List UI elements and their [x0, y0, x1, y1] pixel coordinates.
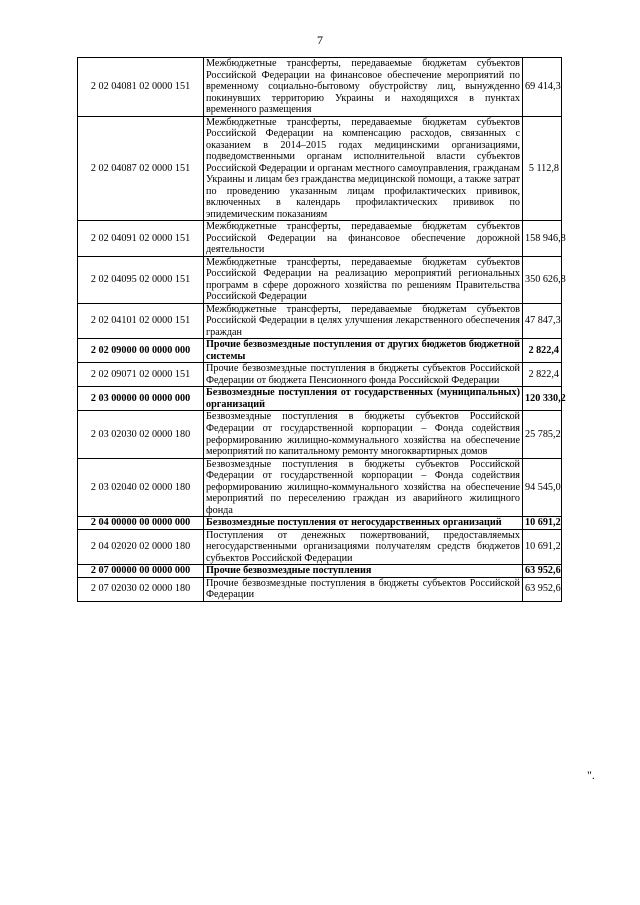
revenue-name-cell: Прочие безвозмездные поступления [204, 565, 523, 578]
amount-cell: 10 691,2 [523, 529, 562, 565]
budget-code-cell: 2 02 09000 00 0000 000 [78, 339, 204, 363]
budget-code-cell: 2 03 02040 02 0000 180 [78, 458, 204, 517]
budget-code-cell: 2 02 04087 02 0000 151 [78, 116, 204, 221]
amount-cell: 63 952,6 [523, 565, 562, 578]
table-row [78, 256, 562, 303]
revenue-name-cell: Межбюджетные трансферты, передаваемые бюджетам субъектов Российской Федерации в целях улучшения лекарственного обеспечения граждан [204, 303, 523, 339]
revenue-name-cell: Безвозмездные поступления от государственных (муниципальных) организаций [204, 387, 523, 411]
budget-code-cell: 2 07 00000 00 0000 000 [78, 565, 204, 578]
revenue-name-cell: Межбюджетные трансферты, передаваемые бюджетам субъектов Российской Федерации на реализацию мероприятий региональных программ в сфере дорожного хозяйства по решениям Правительства Российской Федерации [204, 256, 523, 303]
table-row [78, 458, 562, 517]
table-row-subtotal [78, 565, 562, 578]
table-row-subtotal [78, 517, 562, 530]
revenue-name-cell: Поступления от денежных пожертвований, предоставляемых негосударственными организациями получателям средств бюджетов субъектов Российской Федерации [204, 529, 523, 565]
table-row [78, 221, 562, 257]
revenue-name-cell: Межбюджетные трансферты, передаваемые бюджетам субъектов Российской Федерации на финансовое обеспечение мероприятий по временному социально-бытовому обустройству лиц, вынужденно покинувших территорию Украины и находящихся в пунктах временного размещения [204, 58, 523, 117]
revenue-name-cell: Безвозмездные поступления в бюджеты субъектов Российской Федерации от государственной корпорации – Фонда содействия реформированию жилищно-коммунального хозяйства на обеспечение мероприятий по капитальному ремонту многоквартирных домов [204, 411, 523, 458]
table-row [78, 58, 562, 117]
table-row [78, 411, 562, 458]
amount-cell: 2 822,4 [523, 339, 562, 363]
amount-cell: 10 691,2 [523, 517, 562, 530]
amount-cell: 350 626,8 [523, 256, 562, 303]
amount-cell: 47 847,3 [523, 303, 562, 339]
table-row [78, 303, 562, 339]
table-row [78, 116, 562, 221]
revenue-name-cell: Безвозмездные поступления в бюджеты субъектов Российской Федерации от государственной корпорации – Фонда содействия реформированию жилищно-коммунального хозяйства на обеспечение мероприятий по переселению граждан из аварийного жилищного фонда [204, 458, 523, 517]
amount-cell: 158 946,8 [523, 221, 562, 257]
table-row [78, 529, 562, 565]
budget-code-cell: 2 02 09071 02 0000 151 [78, 363, 204, 387]
revenue-name-cell: Прочие безвозмездные поступления в бюджеты субъектов Российской Федерации от бюджета Пенсионного фонда Российской Федерации [204, 363, 523, 387]
amount-cell: 2 822,4 [523, 363, 562, 387]
amount-cell: 94 545,0 [523, 458, 562, 517]
table-row-subtotal [78, 387, 562, 411]
amount-cell: 25 785,2 [523, 411, 562, 458]
budget-code-cell: 2 02 04091 02 0000 151 [78, 221, 204, 257]
budget-code-cell: 2 04 00000 00 0000 000 [78, 517, 204, 530]
revenue-name-cell: Прочие безвозмездные поступления от других бюджетов бюджетной системы [204, 339, 523, 363]
page-number: 7 [317, 33, 323, 47]
budget-code-cell: 2 04 02020 02 0000 180 [78, 529, 204, 565]
revenue-name-cell: Межбюджетные трансферты, передаваемые бюджетам субъектов Российской Федерации на финансовое обеспечение дорожной деятельности [204, 221, 523, 257]
budget-code-cell: 2 03 00000 00 0000 000 [78, 387, 204, 411]
table-row [78, 363, 562, 387]
amount-cell: 5 112,8 [523, 116, 562, 221]
budget-code-cell: 2 03 02030 02 0000 180 [78, 411, 204, 458]
budget-code-cell: 2 02 04101 02 0000 151 [78, 303, 204, 339]
revenue-name-cell: Межбюджетные трансферты, передаваемые бюджетам субъектов Российской Федерации на компенсацию расходов, связанных с оказанием в 2014–2015 годах медицинскими организациями, подведомственными органам исполнительной власти субъектов Российской Федерации и органам местного самоуправления, гражданам Украины и лицам без гражданства медицинской помощи, а также затрат по проведению указанным лицам профилактических прививок, включенных в календарь профилактических прививок по эпидемическим показаниям [204, 116, 523, 221]
revenue-name-cell: Прочие безвозмездные поступления в бюджеты субъектов Российской Федерации [204, 577, 523, 601]
table-row-subtotal [78, 339, 562, 363]
amount-cell: 63 952,6 [523, 577, 562, 601]
table-row [78, 577, 562, 601]
revenue-name-cell: Безвозмездные поступления от негосударственных организаций [204, 517, 523, 530]
amount-cell: 120 330,2 [523, 387, 562, 411]
closing-quote-mark: ". [587, 768, 595, 782]
budget-code-cell: 2 02 04081 02 0000 151 [78, 58, 204, 117]
amount-cell: 69 414,3 [523, 58, 562, 117]
revenue-table-body [78, 58, 566, 602]
budget-code-cell: 2 07 02030 02 0000 180 [78, 577, 204, 601]
budget-code-cell: 2 02 04095 02 0000 151 [78, 256, 204, 303]
revenue-table [77, 57, 566, 602]
